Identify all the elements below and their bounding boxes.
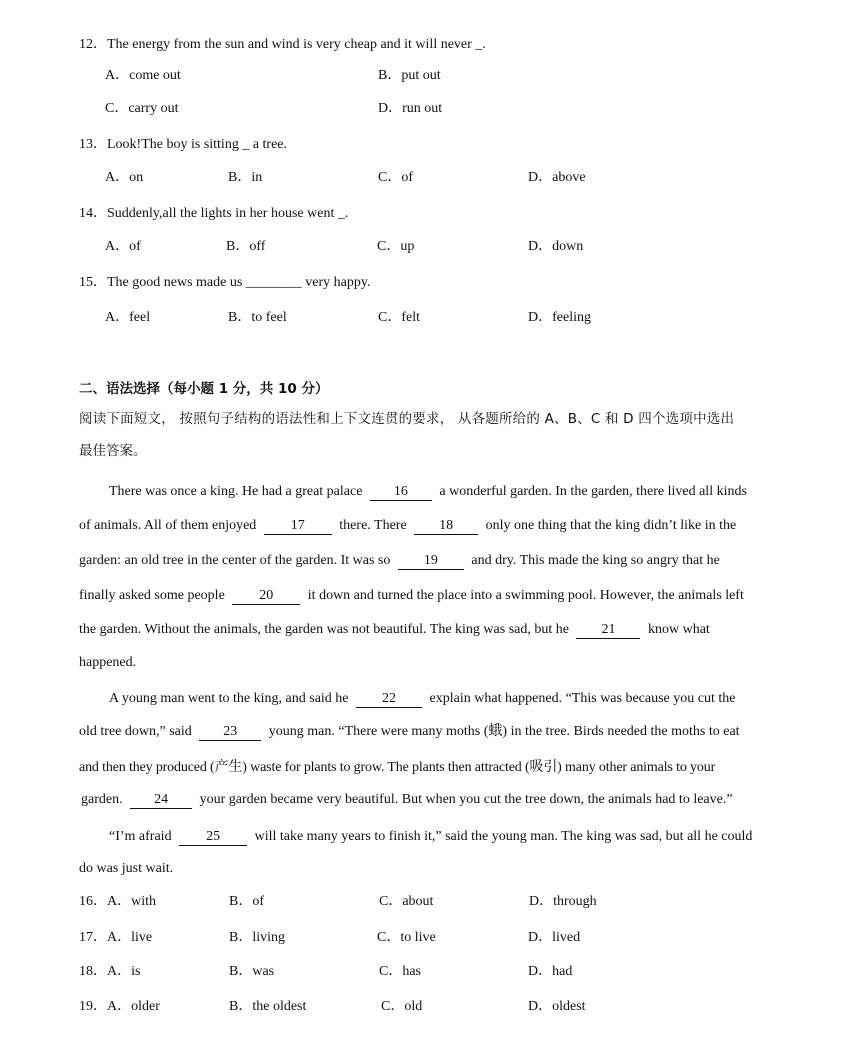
option-d[interactable]: D．feeling — [528, 310, 591, 325]
passage-line — [109, 485, 747, 501]
option-b[interactable]: B．in — [228, 170, 263, 185]
passage-line — [79, 725, 787, 741]
blank-24[interactable]: 24 — [130, 793, 192, 809]
question-number: 19． — [79, 999, 107, 1014]
option-a[interactable]: A．of — [105, 239, 141, 254]
option-b[interactable]: B．put out — [378, 68, 441, 83]
option-d[interactable]: D．through — [529, 894, 597, 909]
passage-text: garden. — [81, 792, 123, 807]
passage-text: of animals. All of them enjoyed — [79, 518, 257, 533]
question-14 — [79, 207, 348, 221]
option-b[interactable]: B．to feel — [228, 310, 287, 325]
option-c[interactable]: C．of — [378, 170, 413, 185]
option-d[interactable]: D．oldest — [528, 999, 586, 1014]
question-number: 15． — [79, 275, 107, 290]
passage-line: do was just wait. — [79, 861, 174, 876]
question-17 — [79, 931, 152, 945]
blank-23[interactable]: 23 — [199, 725, 261, 741]
option-a[interactable]: A．come out — [105, 68, 181, 83]
option-a[interactable]: A．live — [107, 930, 153, 945]
question-number: 18． — [79, 964, 107, 979]
passage-line: and then they produced (产生) waste for plants to grow. The plants then attracted (吸引) many other animals to your — [79, 760, 716, 775]
passage-line — [79, 623, 787, 639]
blank-17[interactable]: 17 — [264, 519, 332, 535]
question-number: 13． — [79, 137, 107, 152]
passage-text: young man. “There were many moths (蛾) in the tree. Birds needed the moths to eat — [268, 724, 740, 739]
option-c[interactable]: C．to live — [377, 930, 436, 945]
blank-25[interactable]: 25 — [179, 830, 247, 846]
blank-21[interactable]: 21 — [576, 623, 640, 639]
passage-text: there. There — [339, 518, 407, 533]
option-b[interactable]: B．living — [229, 930, 286, 945]
blank-16[interactable]: 16 — [370, 485, 432, 501]
option-c[interactable]: C．old — [381, 999, 423, 1014]
passage-text: explain what happened. “This was because you cut the — [429, 691, 736, 706]
passage-line — [79, 554, 787, 570]
option-b[interactable]: B．was — [229, 964, 275, 979]
option-d[interactable]: D．lived — [528, 930, 581, 945]
blank-20[interactable]: 20 — [232, 589, 300, 605]
option-c[interactable]: C．up — [377, 239, 415, 254]
option-d[interactable]: D．run out — [378, 101, 443, 116]
option-c[interactable]: C．has — [379, 964, 421, 979]
question-stem: The good news made us ________ very happy. — [107, 275, 371, 290]
option-b[interactable]: B．of — [229, 894, 264, 909]
passage-line — [81, 793, 789, 809]
option-b[interactable]: B．the oldest — [229, 999, 307, 1014]
question-13 — [79, 138, 287, 152]
section-title: 二、语法选择（每小题 1 分，共 10 分） — [79, 381, 329, 397]
passage-text: will take many years to finish it,” said the young man. The king was sad, but all he could — [254, 829, 753, 844]
option-c[interactable]: C．felt — [378, 310, 420, 325]
blank-19[interactable]: 19 — [398, 554, 464, 570]
option-d[interactable]: D．above — [528, 170, 586, 185]
question-number: 17． — [79, 930, 107, 945]
option-a[interactable]: A．with — [107, 894, 156, 909]
passage-text: a wonderful garden. In the garden, there lived all kinds — [439, 484, 747, 499]
question-12 — [79, 38, 486, 52]
option-b[interactable]: B．off — [226, 239, 266, 254]
passage-text: the garden. Without the animals, the garden was not beautiful. The king was sad, but he — [79, 622, 569, 637]
question-number: 14． — [79, 206, 107, 221]
question-stem: Look!The boy is sitting _ a tree. — [107, 137, 288, 152]
question-19 — [79, 1000, 160, 1014]
option-a[interactable]: A．is — [107, 964, 141, 979]
passage-line: happened. — [79, 655, 137, 670]
passage-text: your garden became very beautiful. But when you cut the tree down, the animals had to leave.” — [199, 792, 733, 807]
passage-text: know what — [647, 622, 710, 637]
question-stem: The energy from the sun and wind is very cheap and it will never _. — [107, 37, 486, 52]
option-d[interactable]: D．down — [528, 239, 584, 254]
option-a[interactable]: A．feel — [105, 310, 151, 325]
passage-text: it down and turned the place into a swimming pool. However, the animals left — [307, 588, 744, 603]
question-number: 16． — [79, 894, 107, 909]
passage-text: “I’m afraid — [109, 829, 172, 844]
passage-text: old tree down,” said — [79, 724, 192, 739]
passage-line — [109, 692, 735, 708]
question-15 — [79, 276, 370, 290]
passage-text: and dry. This made the king so angry that he — [471, 553, 720, 568]
blank-18[interactable]: 18 — [414, 519, 478, 535]
passage-text: A young man went to the king, and said he — [109, 691, 349, 706]
question-number: 12． — [79, 37, 107, 52]
option-a[interactable]: A．older — [107, 999, 160, 1014]
option-a[interactable]: A．on — [105, 170, 144, 185]
question-16 — [79, 895, 156, 909]
option-c[interactable]: C．about — [379, 894, 434, 909]
passage-text: finally asked some people — [79, 588, 225, 603]
passage-text: There was once a king. He had a great palace — [109, 484, 363, 499]
passage-line — [79, 589, 787, 605]
option-c[interactable]: C．carry out — [105, 101, 179, 116]
question-stem: Suddenly,all the lights in her house went _. — [107, 206, 349, 221]
blank-22[interactable]: 22 — [356, 692, 422, 708]
option-d[interactable]: D．had — [528, 964, 573, 979]
passage-line — [79, 519, 787, 535]
passage-text: garden: an old tree in the center of the garden. It was so — [79, 553, 391, 568]
passage-line — [109, 830, 752, 846]
section-instruction: 阅读下面短文， 按照句子结构的语法性和上下文连贯的要求， 从各题所给的 A、B、C 和 D 四个选项中选出 — [79, 411, 735, 427]
section-instruction-cont: 最佳答案。 — [79, 443, 147, 459]
passage-text: only one thing that the king didn’t like in the — [485, 518, 737, 533]
question-18 — [79, 965, 140, 979]
